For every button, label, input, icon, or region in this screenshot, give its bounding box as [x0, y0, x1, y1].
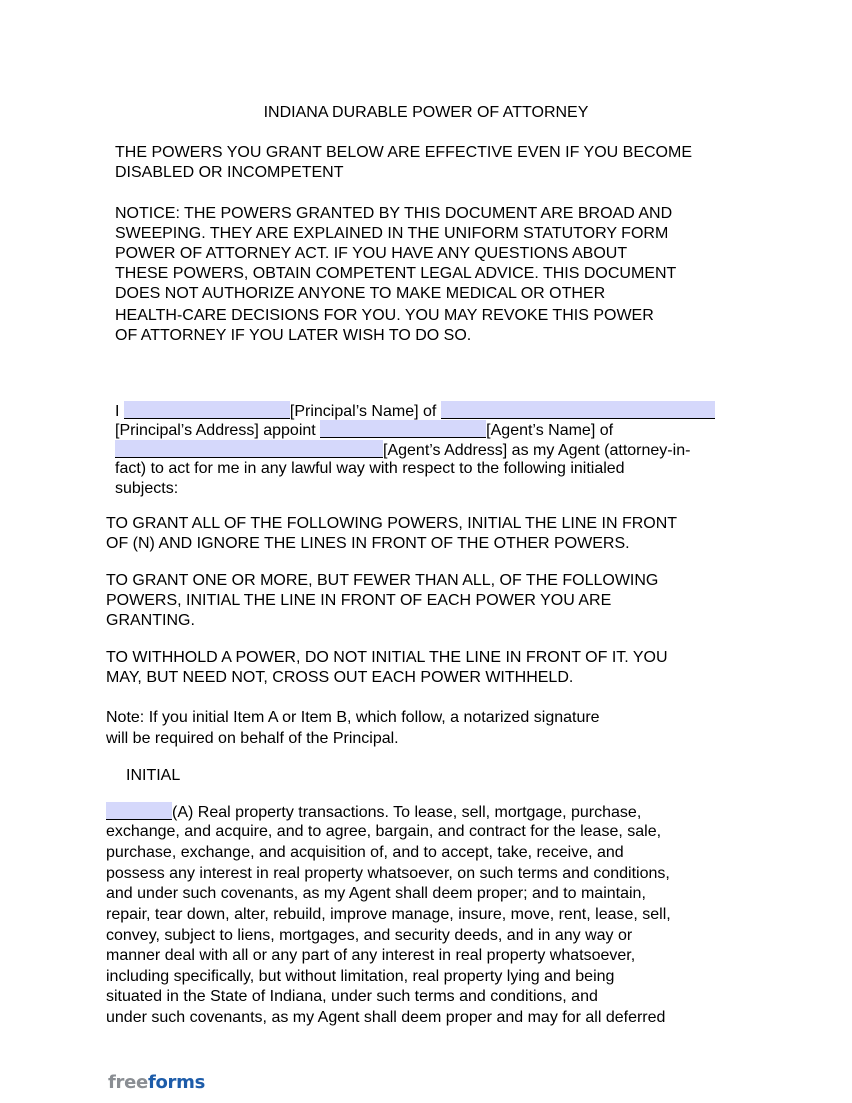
item-a-line-7: convey, subject to liens, mortgages, and security deeds, and in any way or [106, 927, 633, 944]
principal-name-field[interactable] [124, 401, 290, 419]
item-a-line-6: repair, tear down, alter, rebuild, improve manage, insure, move, rent, lease, sell, [106, 906, 671, 923]
agent-name-label: [Agent’s Name] of [486, 422, 614, 439]
notice-line-5: DOES NOT AUTHORIZE ANYONE TO MAKE MEDICAL OR OTHER [115, 285, 606, 302]
effective-notice-line-1: THE POWERS YOU GRANT BELOW ARE EFFECTIVE EVEN IF YOU BECOME [115, 144, 692, 161]
notice-line-6: HEALTH-CARE DECISIONS FOR YOU. YOU MAY REVOKE THIS POWER [115, 307, 654, 324]
freeforms-logo [108, 1072, 205, 1093]
notice-line-3: POWER OF ATTORNEY ACT. IF YOU HAVE ANY QUESTIONS ABOUT [115, 245, 628, 262]
item-a-line-11: under such covenants, as my Agent shall deem proper and may for all deferred [106, 1009, 666, 1026]
item-a-initial-field[interactable] [106, 802, 172, 820]
notice-line-4: THESE POWERS, OBTAIN COMPETENT LEGAL ADVICE. THIS DOCUMENT [115, 265, 677, 282]
logo-free: free [108, 1072, 148, 1093]
appointment-line-2 [115, 420, 613, 441]
note-line-2: will be required on behalf of the Principal. [106, 730, 399, 747]
instruction-grant-all-line-1: TO GRANT ALL OF THE FOLLOWING POWERS, INITIAL THE LINE IN FRONT [106, 515, 678, 532]
instruction-grant-some-line-3: GRANTING. [106, 612, 195, 629]
pronoun-i: I [115, 403, 120, 420]
instruction-grant-some-line-1: TO GRANT ONE OR MORE, BUT FEWER THAN ALL, OF THE FOLLOWING [106, 572, 659, 589]
agent-name-field[interactable] [320, 420, 486, 438]
appointment-line-5: subjects: [115, 480, 179, 497]
item-a-line-2: exchange, and acquire, and to agree, bargain, and contract for the lease, sale, [106, 823, 662, 840]
principal-name-label: [Principal’s Name] of [289, 403, 437, 420]
instruction-grant-some-line-2: POWERS, INITIAL THE LINE IN FRONT OF EACH POWER YOU ARE [106, 592, 612, 609]
item-a-first-line [106, 802, 641, 823]
agent-address-label: [Agent’s Address] as my Agent (attorney-in- [383, 442, 691, 459]
notice-line-2: SWEEPING. THEY ARE EXPLAINED IN THE UNIFORM STATUTORY FORM [115, 225, 669, 242]
item-a-heading: (A) Real property transactions. To lease, sell, mortgage, purchase, [172, 804, 642, 821]
notice-line-7: OF ATTORNEY IF YOU LATER WISH TO DO SO. [115, 327, 472, 344]
instruction-grant-all-line-2: OF (N) AND IGNORE THE LINES IN FRONT OF THE OTHER POWERS. [106, 535, 630, 552]
item-a-line-3: purchase, exchange, and acquisition of, and to accept, take, receive, and [106, 844, 624, 861]
initial-heading: INITIAL [126, 767, 181, 784]
effective-notice-line-2: DISABLED OR INCOMPETENT [115, 164, 344, 181]
item-a-line-8: manner deal with all or any part of any interest in real property whatsoever, [106, 947, 636, 964]
item-a-line-10: situated in the State of Indiana, under such terms and conditions, and [106, 988, 598, 1005]
item-a-line-9: including specifically, but without limitation, real property lying and being [106, 968, 615, 985]
item-a-line-5: and under such covenants, as my Agent shall deem proper; and to maintain, [106, 885, 646, 902]
logo-forms: forms [147, 1072, 205, 1093]
principal-address-label: [Principal’s Address] appoint [115, 422, 316, 439]
notice-line-1: NOTICE: THE POWERS GRANTED BY THIS DOCUMENT ARE BROAD AND [115, 205, 673, 222]
instruction-withhold-line-2: MAY, BUT NEED NOT, CROSS OUT EACH POWER WITHHELD. [106, 669, 574, 686]
document-title: INDIANA DURABLE POWER OF ATTORNEY [263, 104, 589, 121]
appointment-line-4: fact) to act for me in any lawful way with respect to the following initialed [115, 460, 625, 477]
item-a-line-4: possess any interest in real property whatsoever, on such terms and conditions, [106, 865, 670, 882]
note-line-1: Note: If you initial Item A or Item B, which follow, a notarized signature [106, 709, 600, 726]
agent-address-field[interactable] [115, 440, 383, 458]
instruction-withhold-line-1: TO WITHHOLD A POWER, DO NOT INITIAL THE LINE IN FRONT OF IT. YOU [106, 649, 668, 666]
principal-address-field[interactable] [441, 401, 715, 419]
